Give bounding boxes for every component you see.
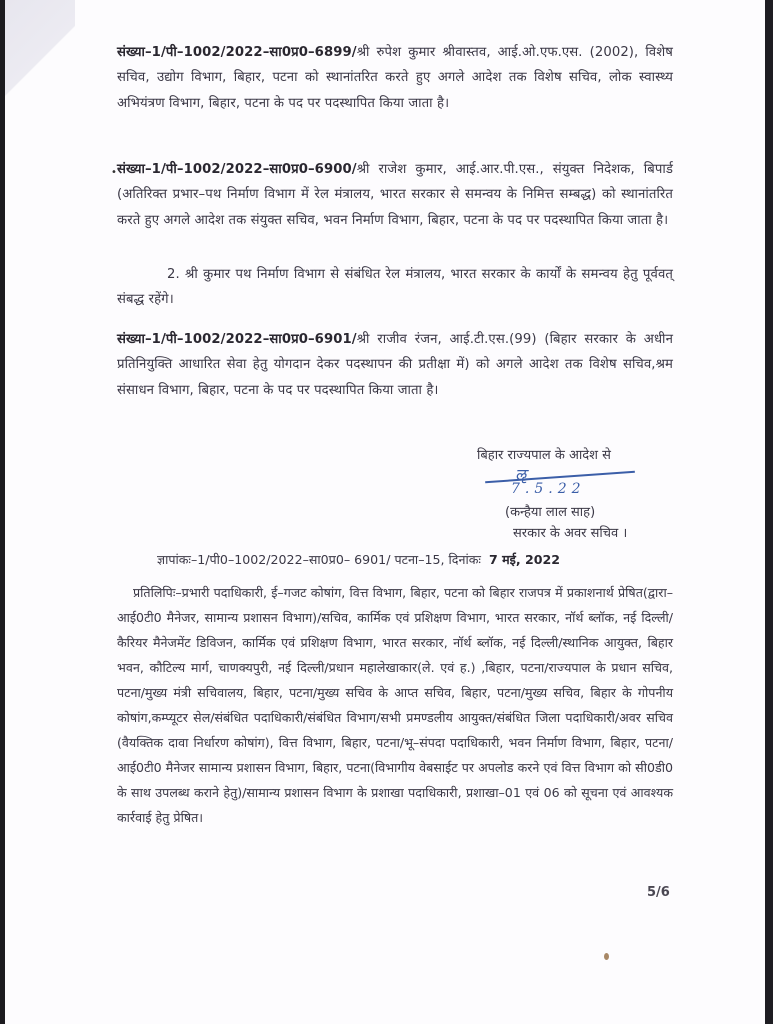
scan-edge-left <box>0 0 5 1024</box>
page-number: 5/6 <box>647 885 670 900</box>
memo-reference-line <box>157 551 677 568</box>
scan-speck <box>604 953 609 960</box>
handwritten-signature <box>477 466 677 502</box>
copy-text: प्रभारी पदाधिकारी, ई–गजट कोषांग, वित्त विभाग, बिहार, पटना को बिहार राजपत्र में प्रकाशनार्थ प्रेषित(द्वारा–आई0टी0 मैनेजर, सामान्य प्रशासन विभाग)/सचिव, कार्मिक एवं प्रशिक्षण विभाग, भारत सरकार, नॉर्थ ब्लॉक, नई दिल्ली/कैरियर मैनेजमेंट डिविजन, कार्मिक एवं प्रशिक्षण विभाग, भारत सरकार, नॉर्थ ब्लॉक, नई दिल्ली/स्थानिक आयुक्त, बिहार भवन, कौटिल्य मार्ग, चाणक्यपुरी, नई दिल्ली/प्रधान महालेखाकार(ले. एवं ह.) ,बिहार, पटना/राज्यपाल के प्रधान सचिव, पटना/मुख्य मंत्री सचिवालय, बिहार, पटना/मुख्य सचिव के आप्त सचिव, बिहार, पटना/मुख्य सचिव, बिहार के गोपनीय कोषांग,कम्प्यूटर सेल/संबंधित पदाधिकारी/संबंधित विभाग/सभी प्रमण्डलीय आयुक्त/संबंधित जिला पदाधिकारी/अवर सचिव (वैयक्तिक दावा निर्धारण कोषांग), वित्त विभाग, बिहार, पटना/भू–संपदा पदाधिकारी, भवन निर्माण विभाग, बिहार, पटना/आई0टी0 मैनेजर सामान्य प्रशासन विभाग, बिहार, पटना(विभागीय वेबसाईट पर अपलोड करने एवं वित्त विभाग को सी0डी0 के साथ उपलब्ध कराने हेतु)/सामान्य प्रशासन विभाग के प्रशाखा पदाधिकारी, प्रशाखा–01 एवं 06 को सूचना एवं आवश्यक कार्रवाई हेतु प्रेषित। <box>117 585 673 825</box>
bullet-mark: • <box>111 167 117 178</box>
sub-clause-text: 2. श्री कुमार पथ निर्माण विभाग से संबंधित रेल मंत्रालय, भारत सरकार के कार्यों के समन्वय हेतु पूर्ववत् संबद्ध रहेंगे। <box>117 267 673 308</box>
signatory-name: (कन्हैया लाल साह) <box>505 505 596 520</box>
signature-scribble: ॡ <box>515 465 527 484</box>
scan-edge-right <box>765 0 773 1024</box>
order-reference: संख्या–1/पी–1002/2022–सा0प्र0–6900/ <box>117 162 357 177</box>
copy-label: प्रतिलिपिः– <box>133 585 182 600</box>
sub-clause-paragraph <box>117 262 673 313</box>
order-text: श्री राजीव रंजन, आई.टी.एस.(99) (बिहार सरकार के अधीन प्रतिनियुक्ति आधारित सेवा हेतु योगदान देकर पदस्थापन की प्रतीक्षा में) को अगले आदेश तक विशेष सचिव,श्रम संसाधन विभाग, बिहार, पटना के पद पर पदस्थापित किया जाता है। <box>117 332 673 398</box>
order-paragraph-6899 <box>117 40 673 116</box>
memo-reference: ज्ञापांकः–1/पी0–1002/2022–सा0प्र0– 6901/ पटना–15, दिनांकः <box>157 552 481 567</box>
order-text: श्री रुपेश कुमार श्रीवास्तव, आई.ओ.एफ.एस. (2002), विशेष सचिव, उद्योग विभाग, बिहार, पटना को स्थानांतरित करते हुए अगले आदेश तक विशेष सचिव, लोक स्वास्थ्य अभियंत्रण विभाग, बिहार, पटना के पद पर पदस्थापित किया जाता है। <box>117 45 673 111</box>
signing-authority: बिहार राज्यपाल के आदेश से <box>477 448 611 463</box>
order-paragraph-6901 <box>117 327 673 403</box>
order-reference: संख्या–1/पी–1002/2022–सा0प्र0–6901/ <box>117 332 357 347</box>
signatory-designation: सरकार के अवर सचिव । <box>513 526 628 541</box>
order-reference: संख्या–1/पी–1002/2022–सा0प्र0–6899/ <box>117 45 357 60</box>
copy-distribution-paragraph <box>117 580 673 830</box>
order-paragraph-6900 <box>111 157 673 233</box>
memo-date: 7 मई, 2022 <box>488 552 561 567</box>
signature-block <box>477 445 677 544</box>
handwritten-date: 7.5.22 <box>511 481 586 497</box>
order-text: श्री राजेश कुमार, आई.आर.पी.एस., संयुक्त निदेशक, बिपार्ड (अतिरिक्त प्रभार–पथ निर्माण विभाग में रेल मंत्रालय, भारत सरकार से समन्वय के निमित्त सम्बद्ध) को स्थानांतरित करते हुए अगले आदेश तक संयुक्त सचिव, भवन निर्माण विभाग, बिहार, पटना के पद पर पदस्थापित किया जाता है। <box>117 162 673 228</box>
page-fold-shadow <box>5 0 75 120</box>
